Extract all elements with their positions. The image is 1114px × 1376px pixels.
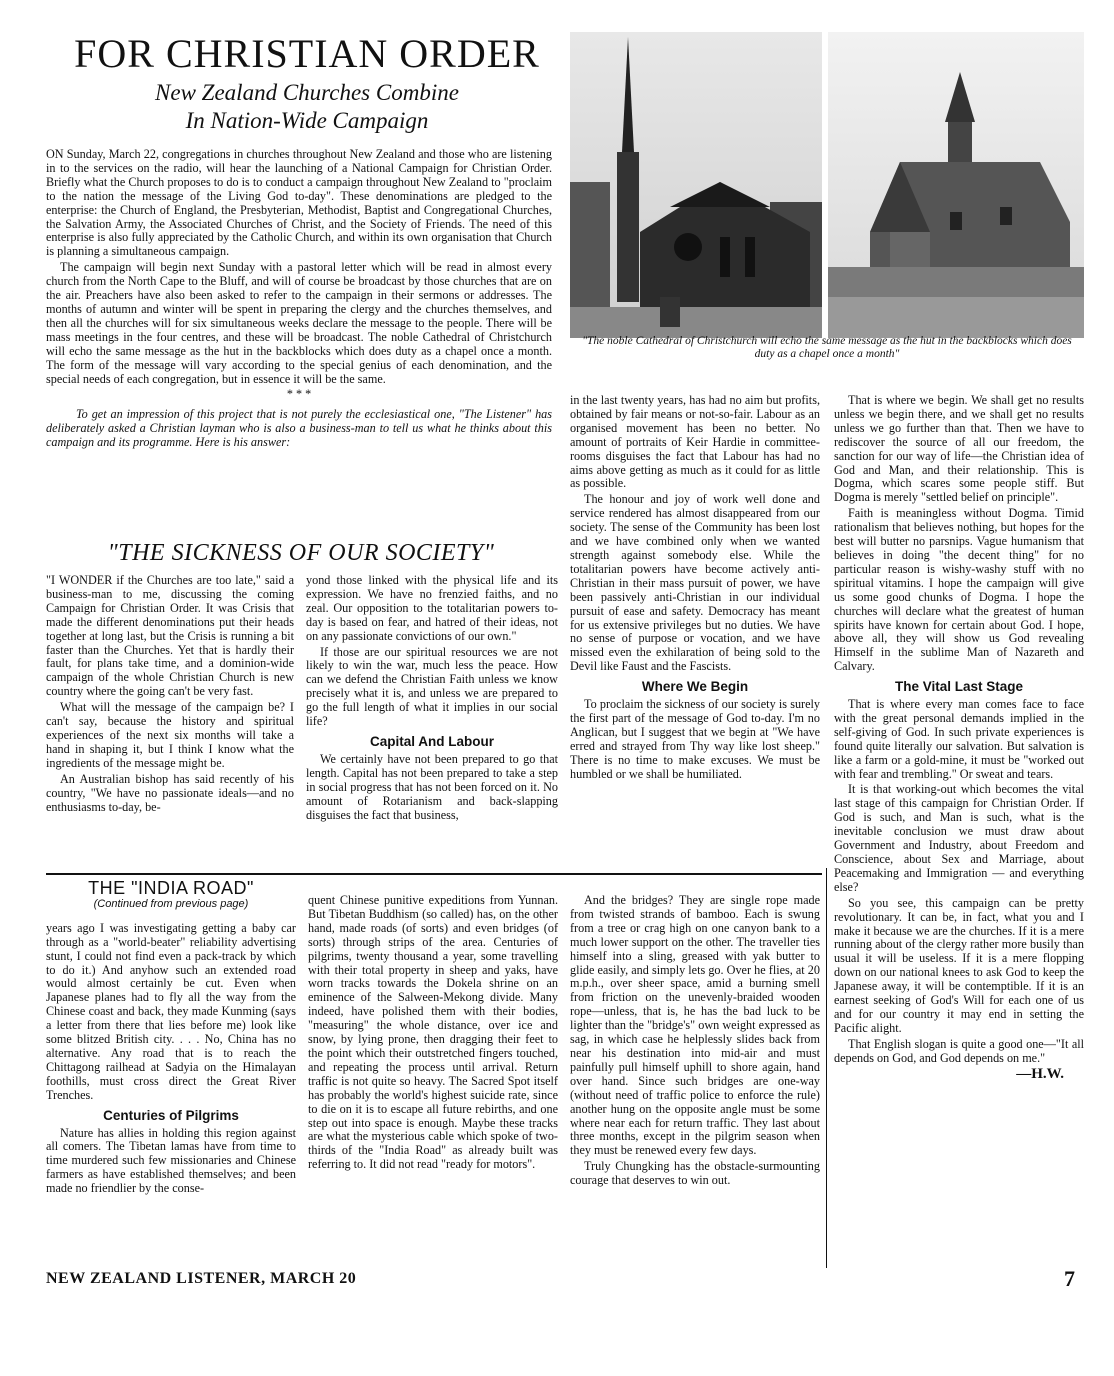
title-block: [52, 30, 562, 135]
intro-paragraph-1: ON Sunday, March 22, congregations in churches throughout New Zealand and those who are listening in to the services on the radio, will hear the launching of a National Campaign for Christian Order. Briefly what the Church proposes to do is to conduct a campaign throughout New Zealand to "proclaim to the nation the message of the Living God to-day". These denominations are pledged to the enterprise: the Church of England, the Presbyterian, Methodist, Baptist and Congregational Churches, the Salvation Army, the Associated Churches of Christ, and the Society of Friends. The need of this enterprise is also fully appreciated by the Catholic Church, and within its own organisation that Church is planning a simultaneous campaign.: [46, 147, 552, 259]
capital-and-labour-heading: Capital And Labour: [370, 733, 494, 749]
cathedral-photo: [570, 32, 822, 338]
column-2-paragraph-2: If those are our spiritual resources we are not likely to win the war, much less the peace. How can we defend the Christian Faith unless we know precisely what it is, and unless we are prepared to go the full length of what it implies in our social life?: [306, 644, 558, 729]
where-we-begin-heading: Where We Begin: [641, 679, 749, 695]
column-1-paragraph-3: An Australian bishop has said recently of his country, "We have no passionate ideals—and no enthusiasms to-day, be-: [46, 771, 294, 814]
india-column-1-paragraph-2: Nature has allies in holding this region against all comers. The Tibetan lamas have from time to time murdered such few missionaries and Chinese farmers as have established themselves; and been made no friendlier by the conse-: [46, 1125, 296, 1196]
backblocks-hut-photo: [828, 32, 1084, 338]
vital-last-stage-heading: The Vital Last Stage: [894, 679, 1024, 695]
column-1-paragraph-2: What will the message of the campaign be? I can't say, because the history and spiritual experiences of the next six months will take a hand in shaping it, but I think I know what the ingredients of the message might be.: [46, 700, 294, 770]
column-2-paragraph-3: We certainly have not been prepared to go that length. Capital has not been prepared to take a step in social progress that has not been forced on it. No amount of Rotarianism and back-slapping disguises the fact that business,: [306, 751, 558, 822]
centuries-of-pilgrims-heading: Centuries of Pilgrims: [103, 1107, 239, 1123]
sickness-heading: "THE SICKNESS OF OUR SOCIETY": [107, 540, 495, 566]
column-3-paragraph-3: To proclaim the sickness of our society is surely the first part of the message of God to-day. I'm no Anglican, but I suggest that we begin at "We have erred and strayed from Thy way like lost sheep." There is no time to make excuses. We must be humbled or we shall be humiliated.: [570, 697, 820, 781]
continued-note: (Continued from previous page): [93, 897, 249, 910]
india-column-2-paragraph-1: quent Chinese punitive expeditions from Yunnan. But Tibetan Buddhism (so called) has, on the other hand, made roads (of sorts) and even bridges (of sorts) through strips of the area. Centuries of pilgrims, twenty thousand a year, some travelling with their total property in sheep and yaks, have worn tracks towards the Dokela shrine on an eminence of the Salween-Mekong divide. Many indeed, have polished them with their bodies, "measuring" the whole distance, over ice and snow, by lying prone, then dragging their feet to the point which their outstretched fingers touched, and repeating the process until arrival. Return traffic is not quite so heavy. The Sacred Spot itself has probably the world's highest suicide rate, since to die on it is to escape all future rebirths, and one step out into space is enough. Maybe these tracks are what the mysterious cable which spoke of two-thirds of the "India Road" as already built was referring to. It did not read "ready for motors".: [308, 893, 558, 1172]
signature: —H.W.: [1016, 1065, 1064, 1082]
india-road-column-2: [308, 894, 558, 1174]
section-stars: * * *: [286, 387, 312, 402]
column-3-paragraph-2: The honour and joy of work well done and service rendered has almost disappeared from our society. The sense of the Community has been lost and we have combined only when we wanted strength against somebody else. While the totalitarian powers have become actively anti-Christian in their mass pursuit of power, we have been passively anti-Christian in our individual pursuit of ease and safety. Democracy has meant for us extensive privileges but no duties. We have no sense of purpose or vocation, and we have missed even the exhilaration of being sold to the Devil like Faust and the Fascists.: [570, 492, 820, 674]
india-road-column-3: [570, 894, 820, 1190]
intro-paragraph-2: The campaign will begin next Sunday with a pastoral letter which will be read in almost every church from the North Cape to the Bluff, and will of course be broadcast by those churches that are on the air. Preachers have also been asked to refer to the campaign in their sermons or addresses. The months of autumn and winter will be spent in preparing the clergy and the churches themselves, and then all the churches will for six simultaneous weeks declare the message to the people. There will be mass meetings in the four centres, and these will be broadcast. The noble Cathedral of Christchurch will echo the same message as the hut in the backblocks which does duty as a chapel once a month. The form of the message will vary according to the special genius of each denomination, and the special needs of each congregation, but in essence it will be the same.: [46, 260, 552, 386]
church-photographs: [570, 32, 1084, 338]
column-4-paragraph-1: That is where we begin. We shall get no results unless we begin there, and we shall get no results unless we go further than that. Then we have to rediscover the source of all our freedom, the sanction for our way of life—the Christian idea of God and Man, and their relationship. This is Dogma, which scares some people stiff. But Dogma is merely "settled belief on principle".: [834, 393, 1084, 505]
column-4-paragraph-6: That English slogan is quite a good one—"It all depends on God, and God depends on me.": [834, 1036, 1084, 1065]
page-number: 7: [1064, 1266, 1075, 1291]
column-4-paragraph-3: That is where every man comes face to face with the great personal demands implied in the self-giving of God. In such private experiences is found quite literally our salvation. But salvation is like a farm or a gold-mine, it must be "worked out with fear and trembling." Or sweat and tears.: [834, 697, 1084, 781]
subtitle-line-1: New Zealand Churches Combine: [155, 80, 459, 105]
column-divider: [826, 868, 827, 1268]
column-4-paragraph-5: So you see, this campaign can be pretty revolutionary. It can be, in fact, what you and I make it because we are the churches. If it is a mere running about of the clergy rather more busily than usual it will be useless. If it is a mere flopping down on our national knees to ask God to keep the Japanese away, it will be contemptible. If it is an earnest seeking of God's Will for each one of us and for our country it may end in setting the Pacific alight.: [834, 895, 1084, 1035]
column-2-paragraph-1: yond those linked with the physical life and its expression. We have no frenzied faiths, and no zeal. Our opposition to the totalitarian powers to-day is based on fear, and hatred of their ideas, not on any passionate convictions of our own.": [306, 573, 558, 643]
column-3-paragraph-1: in the last twenty years, has had no aim but profits, obtained by fair means or not-so-fair. Labour as an organised movement has been no better. No amount of portraits of Keir Hardie in committee-rooms disguises the fact that Labour has had no aims above getting as much as it could for as little as possible.: [570, 393, 820, 491]
india-column-1-paragraph-1: years ago I was investigating getting a baby car through as a "world-beater" reliability advertising stunt, I could not find even a pack-track by which to do it.) And anyhow such an extended road would almost certainly be cut. Even when Japanese planes had to fly all the way from the Chinese coast and back, they made Kunming (says a letter from there that lies before me) look like some blitzed British city. . . . No, China has no alternative. Any road that is to reach the Chittagong railhead at Sadyia on the Himalayan foothills, must cross direct the Great River Trenches.: [46, 920, 296, 1102]
india-column-3-paragraph-2: Truly Chungking has the obstacle-surmounting courage that deserves to win out.: [570, 1159, 820, 1188]
column-1-paragraph-1: "I WONDER if the Churches are too late," said a business-man to me, discussing the coming Campaign for Christian Order. It was Crisis that made the different denominations put their heads together at long last, but the Crisis is running a bit faster than the Churches. Yet that is hardly their fault, for plans take time, and a dominion-wide campaign of the whole Christian Church is new country where the going can't be very fast.: [46, 573, 294, 699]
article-column-1: [46, 574, 294, 816]
column-4-paragraph-2: Faith is meaningless without Dogma. Timid rationalism that believes nothing, but hopes for the best will butter no parsnips. Vague humanism that believes in doing "the decent thing" for no particular reason is wishy-washy stuff with no spiritual vitamins. I hope the campaign will give us some good chunks of Dogma. I hope the churches will declare what the greatest of human spirits have known for certain about God. I hope, above all, they will show us God revealing Himself in the sublime Man of Nazareth and Calvary.: [834, 506, 1084, 674]
cathedral-and-hut-photo: [570, 32, 1084, 338]
article-column-4: [834, 394, 1084, 1082]
section-divider: [46, 873, 822, 875]
india-road-title: THE "INDIA ROAD": [88, 878, 254, 898]
intro-text: [46, 148, 552, 452]
photo-caption: "The noble Cathedral of Christchurch will echo the same message as the hut in the backblocks which does duty as a chapel once a month": [582, 335, 1072, 360]
india-column-3-paragraph-1: And the bridges? They are single rope made from twisted strands of bamboo. Each is swung from a tree or crag high on one canyon bank to a much lower support on the other. The traveller ties himself into a sling, greased with yak butter to glide easily, and simply lets go. Over he flies, at 20 m.p.h., over sheer space, amid a burning smell from friction on the unevenly-braided wooden rope—unless, that is, he has the bad luck to be lighter than the "bridge's" own weight expressed as sag, in which case he helplessly slides back from near his destination into mid-air and must painfully pull himself uphill to shore again, hand over hand. Since such bridges are one-way (without need of traffic police to enforce the rule) another hung on the opposite angle must be some where near each for return traffic. They last about three months, except in the pilgrim season when they must be renewed every few days.: [570, 893, 820, 1158]
page-title: FOR CHRISTIAN ORDER: [74, 31, 540, 76]
subtitle-line-2: In Nation-Wide Campaign: [185, 108, 429, 133]
india-road-column-1: [46, 878, 296, 1198]
editor-note: To get an impression of this project that is not purely the ecclesiastical one, "The Listener" has deliberately asked a Christian layman who is also a business-man to tell us what he thinks about this campaign and its programme. Here is his answer:: [46, 407, 552, 450]
article-column-3: [570, 394, 820, 783]
footer-publication: NEW ZEALAND LISTENER, MARCH 20: [46, 1270, 357, 1287]
article-column-2: [306, 574, 558, 824]
column-4-paragraph-4: It is that working-out which becomes the vital last stage of this campaign for Christian Order. If God is such, and Man is such, what is the inevitable conclusion we must draw about Government and Industry, about Freedom and Conscience, about Sex and Marriage, about Peacemaking and Immigration — and everything else?: [834, 782, 1084, 894]
